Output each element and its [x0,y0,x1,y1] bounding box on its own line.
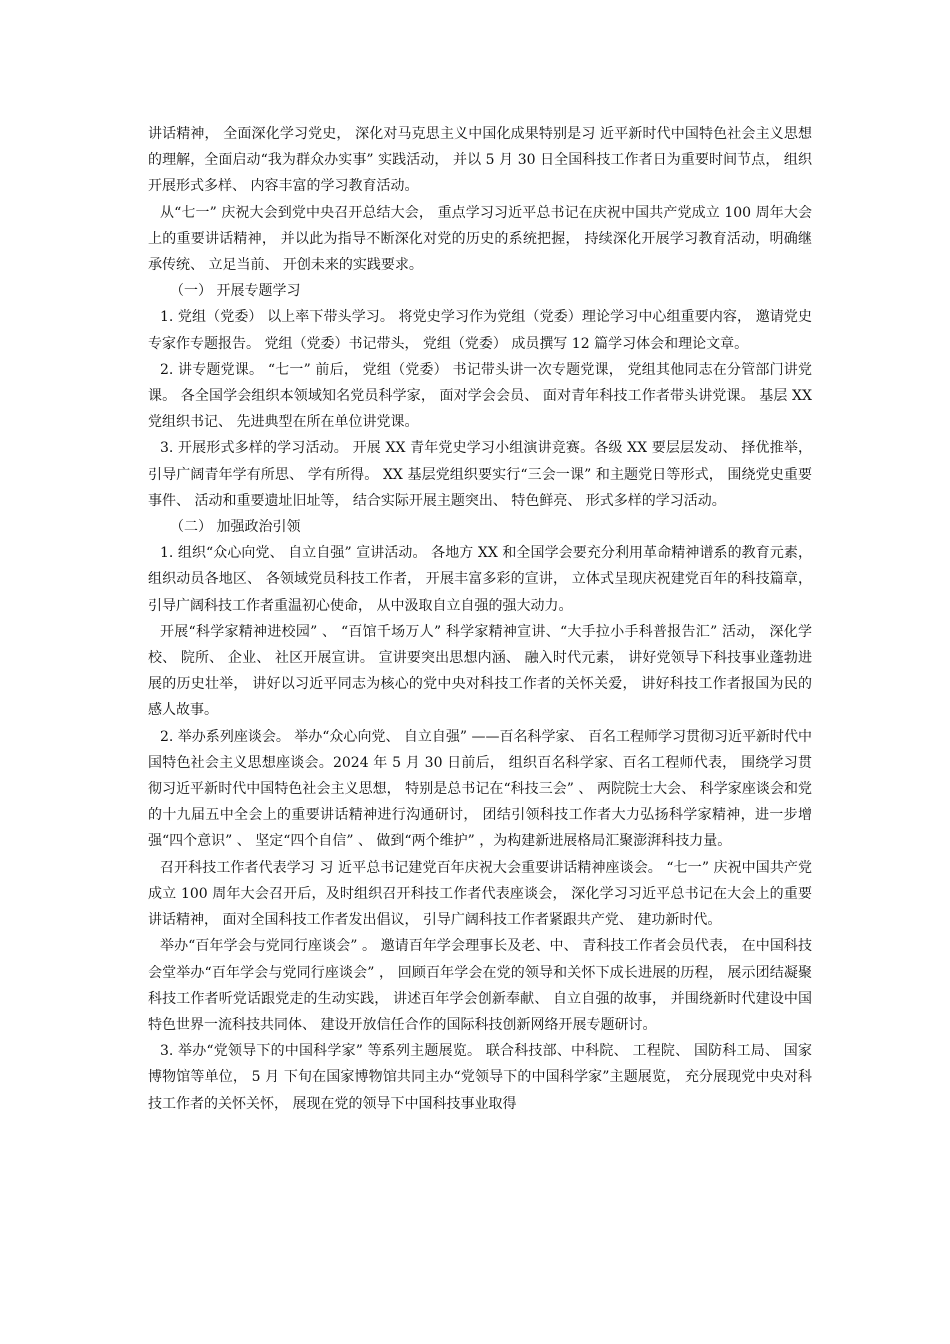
section-heading-2: （二） 加强政治引领 [170,519,301,536]
paragraph-intro-continuation: 讲话精神， 全面深化学习党史， 深化对马克思主义中国化成果特别是习 近平新时代中国特色社会主义思想的理解，全面启动“我为群众办实事” 实践活动， 并以 5 月 30 日全国科技工作者日为重要时间节点， 组织开展形式多样、 内容丰富的学习教育活动。 [148,126,812,195]
paragraph-centennial-society-symposium: 举办“百年学会与党同行座谈会” 。 邀请百年学会理事长及老、中、 青科技工作者会员代表， 在中国科技会堂举办“百年学会与党同行座谈会” ， 回顾百年学会在党的领导和关怀下成长进展的历程， 展示团结凝聚科技工作者听党话跟党走的生动实践， 讲述百年学会创新奉献、 自立自强的故事， 并围绕新时代建设中国特色世界一流科技共同体、 建设开放信任合作的国际科技创新网络开展专题研讨。 [148,938,812,1033]
paragraph-qiyi-study: 从“七一” 庆祝大会到党中央召开总结大会， 重点学习习近平总书记在庆祝中国共产党成立 100 周年大会上的重要讲话精神， 并以此为指导不断深化对党的历史的系统把握， 持续深化开展学习教育活动，明确继承传统、 立足当前、 开创未来的实践要求。 [148,204,812,274]
list-item-1-1: 1. 党组（党委） 以上率下带头学习。 将党史学习作为党组（党委）理论学习中心组重要内容， 邀请党史专家作专题报告。 党组（党委）书记带头， 党组（党委） 成员撰写 12 篇学习体会和理论文章。 [148,309,812,352]
paragraph-campus-lectures: 开展“科学家精神进校园” 、 “百馆千场万人” 科学家精神宣讲、“大手拉小手科普报告汇” 活动， 深化学校、 院所、 企业、 社区开展宣讲。 宣讲要突出思想内涵、 融入时代元素， 讲好党领导下科技事业蓬勃进展的历史壮举， 讲好以习近平同志为核心的党中央对科技工作者的关怀关爱， 讲好科技工作者报国为民的感人故事。 [148,623,812,719]
list-item-2-3: 3. 举办“党领导下的中国科学家” 等系列主题展览。 联合科技部、中科院、 工程院、 国防科工局、 国家博物馆等单位， 5 月 下旬在国家博物馆共同主办“党领导下的中国科学家”主题展览， 充分展现党中央对科技工作者的关怀关怀， 展现在党的领导下中国科技事业取得 [148,1043,812,1112]
section-heading-1: （一） 开展专题学习 [170,283,301,300]
list-item-2-2: 2. 举办系列座谈会。 举办“众心向党、 自立自强” ——百名科学家、 百名工程师学习贯彻习近平新时代中国特色社会主义思想座谈会。2024 年 5 月 30 日前后， 组织百名科学家、百名工程师代表， 围绕学习贯彻习近平新时代中国特色社会主义思想， 特别是总书记在“科技三会” 、 两院院士大会、 科学家座谈会和党的十九届五中全会上的重要讲话精神进行沟通研讨， 团结引领科技工作者大力弘扬科学家精神，进一步增强“四个意识” 、 坚定“四个自信” 、 做到“两个维护” ，为构建新进展格局汇聚澎湃科技力量。 [148,728,812,850]
list-item-1-3: 3. 开展形式多样的学习活动。 开展 XX 青年党史学习小组演讲竞赛。各级 XX 要层层发动、 择优推举， 引导广阔青年学有所思、 学有所得。 XX 基层党组织要实行“三会一课” 和主题党日等形式， 围绕党史重要事件、 活动和重要遗址旧址等， 结合实际开展主题突出、 特色鲜亮、 形式多样的学习活动。 [148,440,812,509]
list-item-2-1: 1. 组织“众心向党、 自立自强” 宣讲活动。 各地方 XX 和全国学会要充分利用革命精神谱系的教育元素， 组织动员各地区、 各领域党员科技工作者， 开展丰富多彩的宣讲， 立体式呈现庆祝建党百年的科技篇章， 引导广阔科技工作者重温初心使命， 从中汲取自立自强的强大动力。 [148,545,812,614]
paragraph-representative-symposium: 召开科技工作者代表学习 习 近平总书记建党百年庆祝大会重要讲话精神座谈会。 “七一” 庆祝中国共产党成立 100 周年大会召开后，及时组织召开科技工作者代表座谈会， 深化学习习近平总书记在大会上的重要讲话精神， 面对全国科技工作者发出倡议， 引导广阔科技工作者紧跟共产党、 建功新时代。 [148,859,812,929]
list-item-1-2: 2. 讲专题党课。 “七一” 前后， 党组（党委） 书记带头讲一次专题党课， 党组其他同志在分管部门讲党课。 各全国学会组织本领域知名党员科学家， 面对学会会员、 面对青年科技工作者带头讲党课。 基层 XX 党组织书记、 先进典型在所在单位讲党课。 [148,361,812,431]
document-body [148,121,812,1117]
